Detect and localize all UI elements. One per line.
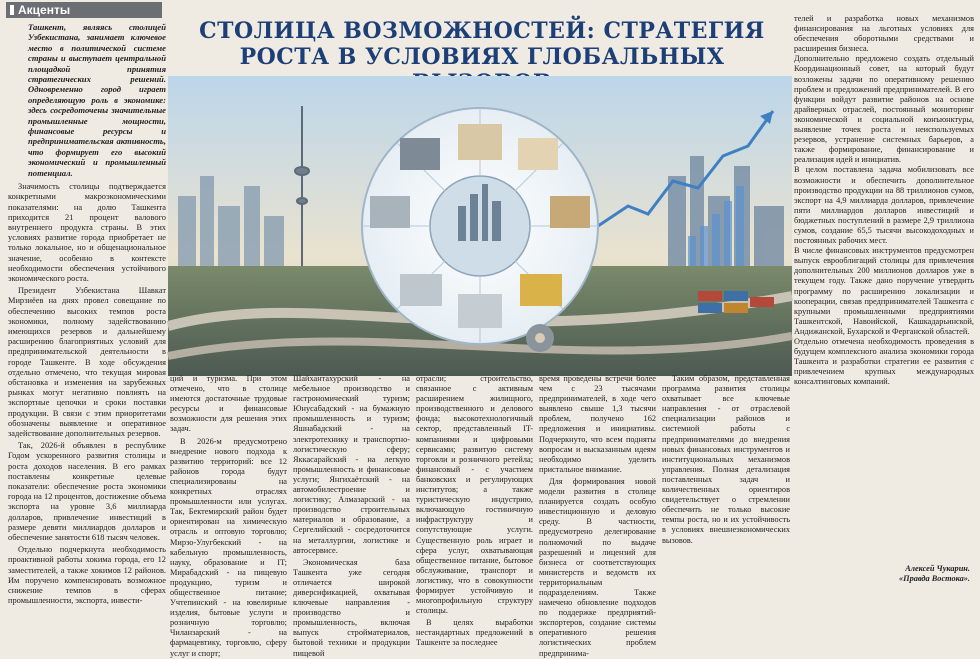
- column-paragraph: время проведены встречи более чем с 23 тысячами предпринимателей, в ходе чего выявлено свыше 1,3 тысячи проблем, получено 162 предложения и инициативы. Подчеркнуто, что всем подняты вопросам и высказанным идеям необходимо уделить пристальное внимание.: [539, 374, 656, 474]
- bottom-column-2: [293, 374, 410, 658]
- column-paragraph: Экономическая база Ташкента уже сегодня отличается широкой диверсификацией, охватывая ключевые направления - производство и промышленность, включая выпуск стройматериалов, бытовой техники и продукции пищевой: [293, 557, 410, 658]
- bottom-column-4: [539, 374, 656, 658]
- column-paragraph: Для формирования новой модели развития в столице планируется создать особую инвестиционную и деловую среду. В частности, предусмотрено делегирование полномочий по выдаче разрешений и лицензий для бизнеса от соответствующих министерств и ведомств их территориальным подразделениям. Также намечено обновление подходов по поддержке предприятий-экспортеров, создание системы оперативного решения логистических проблем предпринима-: [539, 476, 656, 658]
- article-title: СТОЛИЦА ВОЗМОЖНОСТЕЙ: СТРАТЕГИЯ РОСТА В УСЛОВИЯХ ГЛОБАЛЬНЫХ: [199, 18, 765, 70]
- left-column: [8, 22, 166, 606]
- bottom-column-1: [170, 374, 287, 658]
- left-paragraph: Значимость столицы подтверждается конкретными макроэкономическими показателями: на долю Ташкента приходится 21 процент валового внутреннего продукта страны. В этих условиях развитие города приобретает не только локальное, но и общенациональное значение, особенно в контексте необходимости обеспечения устойчивого экономического роста.: [8, 182, 166, 283]
- column-paragraph: В 2026-м предусмотрено внедрение нового подхода к развитию территорий: все 12 районов города будут специализированы на конкретных отраслях промышленности или услугах. Так, Бектемирский район будет ориентирован на химическую отрасль и оптовую торговлю; Мирзо-Улугбекский - на кабельную промышленность, науку, образование и IT; Мирабадский - на пищевую продукцию, туризм и общественное питание; Учтепинский - на ювелирные изделия, бытовые услуги и розничную торговлю; Чиланзарский - на фармацевтику, торговлю, сферу услуг и спорт;: [170, 436, 287, 658]
- column-paragraph: ций и туризма. При этом отмечено, что в столице имеются достаточные трудовые ресурсы и финансовые возможности для решения этих задач.: [170, 374, 287, 434]
- left-paragraph: Так, 2026-й объявлен в республике Годом ускоренного развития столицы и роста доходов населения. В его рамках поставлены конкретные целевые показатели: обеспечение роста экономики города на 12 процентов, достижение объема экспорта на уровне 3,6 миллиарда долларов, привлечение инвестиций в размере девяти миллиардов долларов и обеспечение занятости 618 тысяч человек.: [8, 441, 166, 542]
- column-paragraph: Таким образом, представленная программа развития столицы охватывает все ключевые направления - от отраслевой специализации районов и системной работы с предпринимателями до внедрения новых финансовых инструментов и институциональных механизмов управления. Полная детализация поставленных задач и количественных ориентиров свидетельствует о стремлении обеспечить не только высокие темпы роста, но и их устойчивость в условиях внешнеэкономических вызовов.: [662, 374, 790, 545]
- right-paragraph: телей и разработка новых механизмов финансирования на льготных условиях для обеспечения оборотными средствами и расширения бизнеса.: [794, 14, 974, 54]
- left-paragraph: Отдельно подчеркнута необходимость проактивной работы хокима города, его 12 заместителей, а также хокимов 12 районов. Им поручено компенсировать возможное снижение темпов в сферах промышленности, экспорта, инвести-: [8, 545, 166, 606]
- right-paragraph: Отдельно отмечена необходимость проведения в будущем комплексного анализа экономики города Ташкента и разработки стратегии ее развития с привлечением крупных международных консалтинговых компаний.: [794, 337, 974, 387]
- right-paragraph: В числе финансовых инструментов предусмотрен выпуск еврооблигаций столицы для привлечения дополнительных 200 миллионов долларов уже в текущем году. Также дано поручение утвердить программу по расширению локализации и кооперации, связав предпринимателей Ташкента с крупными промышленными предприятиями Ташкентской, Навоийской, Кашкадарьинской, Андижанской, Бухарской и Ферганской областей.: [794, 246, 974, 336]
- right-column: [794, 14, 974, 590]
- source-name: «Правда Востока».: [898, 574, 970, 583]
- column-paragraph: отрасли; строительство, связанное с активным расширением жилищного, производственного и делового фонда; высокотехнологичный сектор, представленный IT-компаниями и цифровыми сервисами; развитую систему торговли и розничного ретейла; финансовый - с участием банковских и регулирующих институтов; а также туристическую индустрию, включающую гостиничную инфраструктуру и сопутствующие услуги. Существенную роль играет и сфера услуг, охватывающая общественное питание, бытовое обслуживание, транспорт и логистику, что в совокупности формирует устойчивую и многопрофильную структуру столицы.: [416, 374, 533, 616]
- article-lead: Ташкент, являясь столицей Узбекистана, занимает ключевое место в политической системе страны и выступает центральной площадкой принятия стратегических решений. Одновременно город играет определяющую роль в экономике: здесь сосредоточены значительные промышленные мощности, финансовые ресурсы и предпринимательская активность, что формирует его высокий экономический и промышленный потенциал.: [28, 22, 166, 178]
- column-paragraph: Шайхантахурский - на мебельное производство и гастрономический туризм; Юнусабадский - на бумажную промышленность и туризм; Яшнабадский - на электротехнику и транспортно-логистическую сферу; Яккасарайский - на легкую промышленность и финансовые услуги; Янгихаётский - на автомобилестроение и логистику; Алмазарский - на производство строительных материалов и образование, а Сергелийский - сосредоточится на металлургии, логистике и автосервисе.: [293, 374, 410, 555]
- column-paragraph: В целях выработки нестандартных предложений в Ташкенте за последнее: [416, 618, 533, 648]
- bottom-column-3: [416, 374, 533, 648]
- left-paragraph: Президент Узбекистана Шавкат Мирзиёев на днях провел совещание по обеспечению высоких темпов роста экономики, полному задействованию имеющихся резервов и дальнейшему расширению благоприятных условий для предпринимательской деятельности в городе Ташкенте. В ходе обсуждения отдельно отмечено, что текущая мировая обстановка и изменения на зарубежных рынках могут негативно повлиять на экспортные цепочки и сроки поставки продукции. В связи с этим приоритетами обозначены выявление и оперативное задействование дополнительных резервов.: [8, 286, 166, 438]
- bottom-column-5: [662, 374, 790, 590]
- right-paragraph: В целом поставлена задача мобилизовать все возможности и обеспечить дополнительное производство продукции на 88 триллионов сумов, экспорт на 4,9 миллиарда долларов, привлечение пяти миллиардов долларов инвестиций и бюджетных поступлений в размере 2,9 триллиона сумов, создание 65,5 тысячи высокодоходных и постоянных рабочих мест.: [794, 165, 974, 246]
- section-rubric: Акценты: [6, 2, 162, 18]
- article-illustration: [168, 76, 792, 376]
- city-illustration: [168, 76, 792, 376]
- author-name: Алексей Чукарин.: [905, 564, 970, 573]
- author-signature: [899, 564, 970, 584]
- right-paragraph: Дополнительно предложено создать отдельный Координационный совет, на который будут возложены задачи по оперативному решению проблем и предложений предпринимателей. В его функции войдут развитие районов на основе драйверных отраслей, постоянный мониторинг экономической и социальной конъюнктуры, выявление точек роста и неиспользуемых резервов, устранение системных барьеров, а также формирование, финансирование и реализация идей и инициатив.: [794, 54, 974, 165]
